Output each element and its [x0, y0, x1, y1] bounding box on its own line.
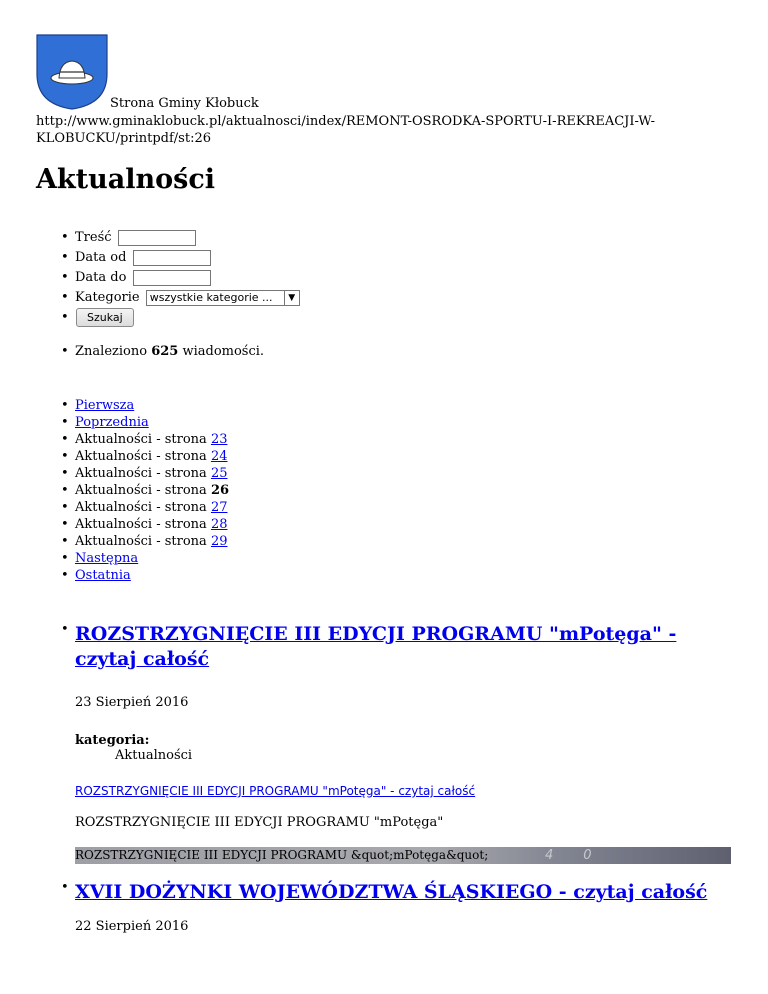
pagination-page: [36, 516, 229, 533]
news-category-label: kategoria:: [75, 733, 150, 748]
pagination-last: [36, 567, 229, 584]
news-title-link[interactable]: ROZSTRZYGNIĘCIE III EDYCJI PROGRAMU "mPotęga" - czytaj całość: [75, 623, 677, 670]
news-read-more-link[interactable]: ROZSTRZYGNIĘCIE III EDYCJI PROGRAMU "mPotęga" - czytaj całość: [75, 784, 476, 798]
news-read-more: [75, 784, 736, 798]
last-page-link[interactable]: Ostatnia: [75, 568, 131, 583]
page-link-24[interactable]: 24: [210, 449, 228, 464]
page-label: Aktualności - strona: [75, 432, 207, 447]
pagination-page-current: [36, 482, 229, 499]
category-selected-value: wszystkie kategorie ...: [149, 290, 273, 304]
news-title-link[interactable]: XVII DOŻYNKI WOJEWÓDZTWA ŚLĄSKIEGO - czytaj całość: [75, 881, 708, 903]
results-prefix: Znaleziono: [75, 344, 148, 359]
results-summary: [36, 343, 264, 361]
results-count: [36, 343, 264, 361]
pagination-first: [36, 397, 229, 414]
pagination-page: [36, 465, 229, 482]
content-label: Treść: [75, 230, 112, 245]
site-name: Strona Gminy Kłobuck: [110, 96, 259, 111]
date-from-label: Data od: [75, 250, 127, 265]
pagination-next: [36, 550, 229, 567]
news-date: 22 Sierpień 2016: [75, 919, 189, 934]
category-label: Kategorie: [75, 290, 140, 305]
current-page-number: 26: [210, 483, 230, 498]
page-label: Aktualności - strona: [75, 483, 207, 498]
content-filter: [36, 228, 736, 248]
news-date: 23 Sierpień 2016: [75, 695, 189, 710]
news-image[interactable]: [75, 847, 731, 864]
pagination-previous: [36, 414, 229, 431]
page-label: Aktualności - strona: [75, 449, 207, 464]
previous-page-link[interactable]: Poprzednia: [75, 415, 149, 430]
news-image-alt-text: ROZSTRZYGNIĘCIE III EDYCJI PROGRAMU &quot;mPotęga&quot;: [75, 848, 489, 862]
date-from-filter: [36, 248, 736, 268]
dropdown-arrow-icon[interactable]: ▼: [284, 291, 299, 305]
pagination: [36, 397, 229, 584]
page-label: Aktualności - strona: [75, 466, 207, 481]
search-button[interactable]: Szukaj: [76, 308, 134, 327]
news-image-background-decoration: 40: [545, 848, 622, 863]
category-select[interactable]: [146, 290, 300, 306]
gmina-coat-of-arms-logo: [36, 34, 108, 110]
pagination-page: [36, 431, 229, 448]
news-item: [36, 880, 736, 934]
page-link-27[interactable]: 27: [210, 500, 228, 515]
page-link-29[interactable]: 29: [210, 534, 228, 549]
news-list-continued: [36, 880, 736, 934]
page-link-23[interactable]: 23: [210, 432, 228, 447]
page-title: Aktualności: [36, 164, 216, 195]
news-description: ROZSTRZYGNIĘCIE III EDYCJI PROGRAMU "mPotęga": [75, 815, 444, 830]
news-list: [36, 622, 736, 864]
next-page-link[interactable]: Następna: [75, 551, 139, 566]
first-page-link[interactable]: Pierwsza: [75, 398, 135, 413]
page-label: Aktualności - strona: [75, 517, 207, 532]
category-filter: [36, 288, 736, 308]
news-title: [75, 622, 736, 672]
pagination-page: [36, 448, 229, 465]
pagination-page: [36, 499, 229, 516]
search-form: [36, 228, 736, 328]
page-label: Aktualności - strona: [75, 500, 207, 515]
date-to-filter: [36, 268, 736, 288]
news-category: Aktualności: [115, 748, 193, 763]
content-input[interactable]: [118, 230, 196, 246]
page-label: Aktualności - strona: [75, 534, 207, 549]
news-title: [75, 880, 736, 905]
page-link-28[interactable]: 28: [210, 517, 228, 532]
page-link-25[interactable]: 25: [210, 466, 228, 481]
date-to-label: Data do: [75, 270, 127, 285]
news-item: [36, 622, 736, 864]
results-number: 625: [151, 344, 179, 359]
date-from-input[interactable]: [133, 250, 211, 266]
search-submit-row: [36, 308, 736, 328]
date-to-input[interactable]: [133, 270, 211, 286]
pagination-page: [36, 533, 229, 550]
results-suffix: wiadomości.: [182, 344, 265, 359]
page-url: http://www.gminaklobuck.pl/aktualnosci/index/REMONT-OSRODKA-SPORTU-I-REKREACJI-W-KLOBUCKU/printpdf/st:26: [36, 114, 656, 146]
